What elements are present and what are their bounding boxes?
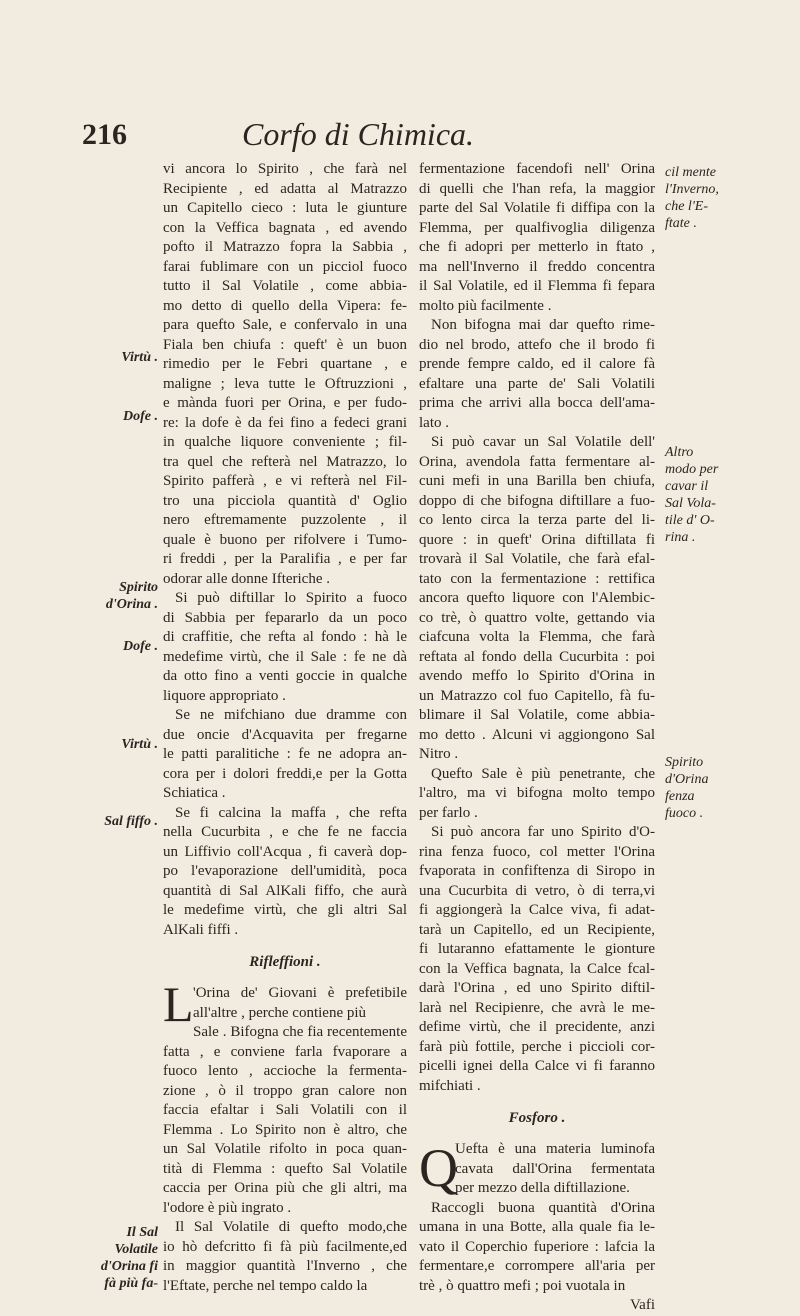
text-line: Flemma . Lo Spirito non è altro, che [163,1121,407,1138]
text-line: Spirito pafferà , e vi refterà nel Fil- [163,473,407,489]
paragraph [419,765,655,824]
text-line: lato . [419,414,449,431]
text-line: che fi adopri per metterlo in ftato , [419,239,655,255]
running-head [82,118,722,158]
margin-note-line: tile d' O- [665,513,715,528]
margin-note-line: d'Orina [665,772,709,787]
text-line: vato il Coperchio fuperiore : lafcia la [419,1238,655,1255]
text-line: due oncie d'Acquavita per fregarne [163,726,407,743]
text-line: mo detto di quello della Vipera: fe- [163,297,407,314]
text-line: odorar alle donne Ifteriche . [163,570,330,587]
paragraph [419,823,655,1096]
text-line: vi ancora lo Spirito , che farà nel [163,161,407,177]
text-line: pofto il Matrazzo fopra la Sabbia , [163,239,407,255]
text-line: le patti paralitiche : fe ne adopra an- [163,746,407,762]
text-line: blimare il Sal Volatile, come abbia- [419,707,655,723]
catchword: Vafi [630,1297,655,1313]
text-line: Quefto Sale è più penetrante, che [431,765,655,782]
margin-note-line: Il Sal [126,1225,158,1240]
page-number: 216 [82,118,127,151]
margin-note-line: che l'E- [665,199,709,214]
text-line: parte del Sal Volatile fi diffipa con la [419,200,655,216]
text-line: rina fenza fuoco, col metter l'Orina [419,843,655,860]
margin-note-line: Sal Vola- [665,496,716,511]
text-line: medefime virtù, che il Sale : fe ne dà [163,648,407,665]
text-line: re: la dofe è da fei fino a fedeci grani [163,414,407,431]
text-line: co lento circa la terza parte del li- [419,512,655,528]
text-line: darà l'Orina , ed uno Spirito diftil- [419,980,655,996]
text-line: Orina, avendola fatta fermentare al- [419,453,655,470]
paragraph-dropcap [419,1140,655,1199]
text-line: Il Sal Volatile di quefto modo,che [175,1219,407,1235]
text-line: una Cucurbita di vetro, ò di terra,vi [419,882,655,899]
text-line: l'odore è più ingrato . [163,1199,292,1216]
text-line: cavata dall'Orina fermentata [455,1160,655,1177]
text-line: tità di Flemma : quefto Sal Volatile [163,1160,407,1177]
text-line: prende fempre caldo, ed il calore fà [419,356,655,372]
margin-note-line: Spirito [665,755,704,770]
margin-note-line: fuoco . [665,806,704,821]
text-line: tutto il Sal Volatile , come abbia- [163,278,407,294]
text-line: con la Veffica bagnata, la Calce fcal- [419,960,655,977]
text-line: Si può diftillar lo Spirito a fuoco [175,590,407,606]
text-line: po l'evaporazione dell'umidità, poca [163,863,407,879]
text-line: ri freddi , per la Paralifia , e per far [163,551,407,567]
text-line: reftata al fondo della Cucurbita : poi [419,648,655,665]
text-line: mo detto . Alcuni vi aggiongono Sal [419,726,655,743]
text-line: Flemma, per qualfivoglia diligenza [419,219,655,236]
text-line: l'altro, ma vi bifogna molto tempo [419,785,655,801]
text-line: trè , ò quattro mefi ; poi vuotala in [419,1277,626,1294]
text-line: zione , ò il troppo gran calore non [163,1082,407,1099]
section-heading-fosforo: Fosforo . [508,1110,566,1126]
margin-note-line: modo per [665,462,719,477]
text-line: in qualche liquore conveniente ; fil- [163,434,407,450]
margin-note-line: fà più fa- [104,1276,158,1291]
text-line: co trè, ò quattro volte, gettando via [419,609,655,626]
text-line: Fiala ben chiufa : queft' è un buon [163,336,407,353]
text-line: rimedio per le Febri quartane , e [163,356,407,372]
text-line: Uefta è una materia luminofa [455,1141,655,1157]
text-line: per farlo . [419,804,478,821]
margin-note-line: d'Orina . [105,597,158,612]
text-line: avendo meffo lo Spirito d'Orina in [419,668,655,684]
text-line: il Sal Volatile, ed il Flemma fi fepara [419,278,655,294]
text-line: defime virtù, che il precidente, anzi [419,1019,655,1035]
left-column [163,160,407,1296]
paragraph [163,1023,407,1218]
margin-note-spirito-senza-fuoco [665,754,785,822]
text-line: doppo di che bifogna diftillare a fuo- [419,492,655,509]
text-line: dio nel brodo, attefo che il brodo fi [419,336,655,353]
text-line: para quefto Sale, e confervalo in una [163,317,407,333]
text-line: di quelli che l'han refa, la maggior [419,180,655,197]
text-line: Si può ancora far uno Spirito d'O- [431,824,655,840]
text-line: le medefime virtù, che gli altri Sal [163,902,407,918]
margin-note-line: Spirito [119,580,158,595]
margin-note-line: fenza [665,789,695,804]
paragraph [163,160,407,589]
text-line: ma nell'Inverno il freddo concentra [419,258,655,275]
text-line: io hò defcritto fi fà più facilmente,ed [163,1238,407,1255]
text-line: Nitro . [419,746,459,762]
text-line: Raccogli buona quantità d'Orina [431,1199,655,1216]
text-line: un Liffivio coll'Acqua , fi caverà dop- [163,843,407,860]
dropcap-lines [419,1140,655,1199]
text-line: AlKali fiffi . [163,921,239,938]
drop-cap: Q [419,1138,458,1198]
text-line: da otto fino a venti goccie in qualche [163,668,407,684]
margin-note-line: cavar il [665,479,709,494]
drop-cap: L [163,976,194,1032]
paragraph [163,706,407,804]
text-line: e mànda fuori per Orina, e per fudo- [163,395,407,411]
text-line: fi aggiongerà la Calce viva, fi adat- [419,902,655,918]
text-line: fvaporata in confiftenza di Siropo in [419,863,655,879]
text-line: all'altre , perche contiene più [193,1004,367,1021]
text-line: mifchiati . [419,1077,481,1094]
paragraph [163,804,407,941]
text-line: con la Veffica bagnata , ed avendo [163,219,407,236]
text-line: Schiatica . [163,785,226,801]
text-line: un Matrazzo col fuo Capitello, fà fu- [419,687,655,704]
paragraph [419,160,655,316]
paragraph [419,433,655,765]
margin-note-line: d'Orina fi [100,1259,158,1274]
text-line: tato con la fermentazione : rettifica [419,570,655,587]
margin-note-line: Volatile [114,1242,158,1257]
margin-note-line: rina . [665,530,696,545]
text-line: Se ne mifchiano due dramme con [175,707,407,723]
text-line: caccia per Orina più che gli altri, ma [163,1180,407,1196]
running-title: Corfo di Chimica. [242,116,475,152]
text-line: prima che arrivi alla bocca dell'ama- [419,395,655,411]
text-line: per mezzo della diftillazione. [455,1180,630,1196]
text-line: cora per i dolori freddi,e per la Gotta [163,765,407,782]
text-line: di craffitie, che refta al fondo : hà le [163,629,407,645]
margin-note-spirito-orina [60,579,158,613]
text-line: un Capitello cieco : luta le giunture [163,200,407,216]
text-line: fuoco lento , accioche la fermenta- [163,1063,407,1079]
text-line: tarà un Capitello, ed un Recipiente, [419,921,655,938]
text-line: un Sal Volatile rifolto in poca quan- [163,1141,407,1157]
margin-note-virtu: Virtù . [121,737,158,752]
text-line: farà più fottile, perche i piccioli cor- [419,1038,655,1055]
margin-note-sal-volatile [60,1224,158,1292]
paragraph [419,1199,655,1297]
text-line: cuni mefi in una Barilla ben chiufa, [419,473,655,489]
text-line: quantità di Sal AlKali fiffo, che aurà [163,882,407,899]
section-heading-reflections: Rifleffioni . [249,954,321,970]
margin-note-sal-fisso: Sal fiffo . [104,814,158,829]
right-column [419,160,655,1316]
margin-note-line: Altro [665,445,694,460]
text-line: nero eftremamente puzzolente , il [163,512,407,528]
text-line: Se fi calcina la maffa , che refta [175,804,407,821]
text-line: tra quel che refterà nel Matrazzo, lo [163,453,407,470]
text-line: larà nel Recipienre, che avrà le me- [419,999,655,1016]
text-line: farai fublimare con un picciol fuoco [163,258,407,275]
text-line: efaltare una parte de' Sali Volatili [419,375,655,392]
margin-note-altro-modo [665,444,785,546]
text-line: faccia efaltar i Sali Volatili con il [163,1102,407,1118]
text-line: fermentazione facendofi nell' Orina [419,161,655,177]
text-line: picelli ignei della Calce vi fi faranno [419,1058,655,1074]
text-line: fatta , e conviene farla fvaporare a [163,1043,407,1060]
text-line: Si può cavar un Sal Volatile dell' [431,434,655,450]
text-line: fi lutaranno efattamente le gionture [419,941,655,957]
text-line: maligne ; leva tutte le Oftruzzioni , [163,375,407,392]
text-line: molto più facilmente . [419,297,552,314]
margin-note-inverno [665,164,785,232]
text-line: di Sabbia per fepararlo da un poco [163,609,407,626]
text-line: in maggior quantità l'Inverno , che [163,1258,407,1274]
margin-note-dose: Dofe . [123,639,158,654]
margin-note-virtu: Virtù . [121,350,158,365]
paragraph [163,589,407,706]
text-line: Non bifogna mai dar quefto rime- [431,317,655,333]
text-line: nella Cucurbita , e che fe ne faccia [163,824,407,840]
text-line: quore : in queft' Orina diftillata fi [419,531,655,548]
text-line: quale è buono per rifolvere i Tumo- [163,531,407,548]
paragraph [163,1218,407,1296]
text-line: ciafcuna volta la Flemma, che farà [419,629,655,645]
text-line: fermentare,e corrompere all'aria per [419,1258,655,1274]
text-line: Recipiente , ed adatta al Matrazzo [163,180,407,197]
text-line: 'Orina de' Giovani è prefetibile [193,985,407,1001]
text-line: l'Eftate, perche nel tempo caldo la [163,1277,368,1294]
paragraph [419,316,655,433]
margin-note-line: ftate . [665,216,697,231]
text-line: trovarà il Sal Volatile, che farà efal- [419,551,655,567]
margin-note-line: l'Inverno, [665,182,719,197]
text-line: liquore appropriato . [163,687,286,704]
margin-note-dose: Dofe . [123,409,158,424]
text-line: umana in una Botte, alla quale fia le- [419,1219,655,1235]
text-line: Sale . Bifogna che fia recentemente [193,1024,407,1040]
text-line: tro una picciola quantità d' Oglio [163,492,407,509]
margin-note-line: cil mente [665,165,716,180]
text-line: ancora quefto liquore con l'Alembic- [419,590,655,606]
